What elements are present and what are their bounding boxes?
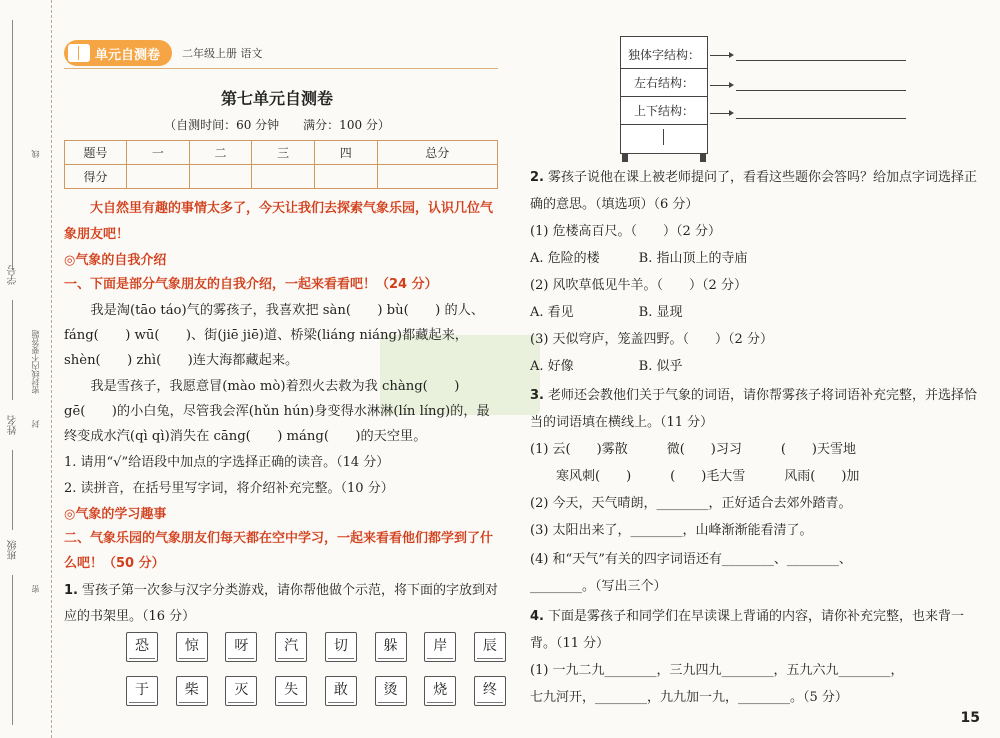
character-card[interactable]: 切: [325, 632, 357, 662]
question-1-2: 2. 读拼音，在括号里写字词，将介绍补充完整。（10 分）: [64, 481, 394, 496]
question-text: 老师还会教他们关于气象的词语，请你帮雾孩子将词语补充完整，并选择恰当的词语填在横线上。（11 分）: [530, 388, 977, 430]
score-table-score-row: [65, 165, 498, 189]
question-2-3-item-1a: (1) 云( )雾散 微( )习习 ( )天雪地: [530, 442, 856, 457]
header-divider: [64, 68, 498, 69]
shelf-leg: [700, 154, 706, 162]
part-two-heading: 二、气象乐园的气象朋友们每天都在空中学习，一起来看看他们都学到了什么吧！（50 分）: [64, 531, 494, 571]
left-page: [56, 0, 498, 738]
character-card[interactable]: 烧: [424, 676, 456, 706]
question-2-2: [530, 164, 980, 218]
character-card[interactable]: 躲: [375, 632, 407, 662]
character-card[interactable]: 失: [275, 676, 307, 706]
question-text: 雾孩子说他在课上被老师提问了，看看这些题你会答吗？给加点字词选择正确的意思。（填选项）（6 分）: [530, 170, 977, 212]
question-2-3-item-1b: 寒风刺( ) ( )毛大雪 风雨( )加: [556, 469, 860, 484]
student-number-label: 学号: [8, 265, 19, 285]
class-label: 班级: [8, 540, 19, 560]
section-heading-intro: ◎气象的自我介绍: [64, 253, 167, 268]
page-title: 第七单元自测卷: [220, 89, 333, 108]
score-entry[interactable]: [314, 165, 377, 189]
answer-line-single[interactable]: [736, 60, 906, 61]
question-2-2-item-1-options: A. 危险的楼 B. 指山顶上的寺庙: [530, 251, 748, 266]
intro-text: 大自然里有趣的事情太多了，今天让我们去探索气象乐园，认识几位气象朋友吧！: [64, 201, 494, 242]
character-card[interactable]: 汽: [275, 632, 307, 662]
question-2-4: [530, 603, 980, 657]
score-table: [64, 140, 498, 189]
shelf-row-left-right: 左右结构：: [621, 69, 707, 97]
seal-mark-line: 线: [31, 150, 40, 158]
question-2-3-item-2: (2) 今天，天气晴朗，________，正好适合去郊外踏青。: [530, 496, 852, 511]
snow-fog-passage-1: 我是淘(tāo táo)气的雾孩子，我喜欢把 sàn( ) bù( ) 的人、fáng( ) wū( )、街(jiē jiē)道、桥梁(liáng niáng)都藏起来，shèn( ) zhì( )连大海都藏起来。: [64, 303, 485, 368]
question-text: 雪孩子第一次参与汉字分类游戏，请你帮他做个示范，将下面的字放到对应的书架里。（16 分）: [64, 583, 498, 624]
character-card[interactable]: 敢: [325, 676, 357, 706]
question-2-3-item-4b: ________。（写出三个）: [530, 579, 667, 594]
snow-fog-passage-2: 我是雪孩子，我愿意冒(mào mò)着烈火去救为我 chàng( ) gē( )的小白兔，尽管我会浑(hǔn hún)身变得水淋淋(lín líng)的，最终变成水汽(qì qì)消失在 cāng( ) máng( )的天空里。: [64, 379, 490, 444]
seal-warning: 密封线内不要答题: [31, 330, 40, 394]
unit-test-badge: [64, 40, 172, 66]
binding-line: [12, 20, 13, 270]
question-number: 4.: [530, 609, 544, 624]
arrow-icon: [710, 55, 730, 56]
page-number: 15: [960, 710, 980, 726]
binding-line: [12, 300, 13, 400]
seal-mark-seal: 封: [31, 420, 40, 428]
part-one-heading: 一、下面是部分气象朋友的自我介绍，一起来看看吧！（24 分）: [64, 277, 438, 292]
character-card[interactable]: 恐: [126, 632, 158, 662]
character-card[interactable]: 惊: [176, 632, 208, 662]
character-cards-row-1: [126, 632, 506, 662]
shelf-row-top-bottom: 上下结构：: [621, 97, 707, 125]
score-cell: 一: [127, 141, 190, 165]
character-card[interactable]: 终: [474, 676, 506, 706]
score-entry[interactable]: [127, 165, 190, 189]
character-card[interactable]: 柴: [176, 676, 208, 706]
exam-timing: （自测时间：60 分钟 满分：100 分）: [164, 118, 390, 132]
character-card[interactable]: 辰: [474, 632, 506, 662]
question-text: 下面是雾孩子和同学们在早读课上背诵的内容，请你补充完整，也来背一背。（11 分）: [530, 609, 964, 651]
score-cell: 得分: [65, 165, 127, 189]
score-cell: 二: [189, 141, 252, 165]
student-name-label: 姓名: [8, 415, 19, 435]
arrow-icon: [710, 85, 730, 86]
shelf-row-single: 独体字结构：: [621, 41, 707, 69]
badge-text: 单元自测卷: [95, 47, 161, 63]
score-entry[interactable]: [189, 165, 252, 189]
score-cell: 四: [314, 141, 377, 165]
question-2-2-item-2: (2) 风吹草低见牛羊。（ ）（2 分）: [530, 278, 747, 293]
question-2-3-item-3: (3) 太阳出来了，________，山峰渐渐能看清了。: [530, 523, 813, 538]
score-entry[interactable]: [377, 165, 497, 189]
shelf-door-divider: [663, 129, 664, 145]
score-cell: 总分: [377, 141, 497, 165]
question-2-2-item-3-options: A. 好像 B. 似乎: [530, 359, 683, 374]
shelf-leg: [622, 154, 628, 162]
binding-line: [12, 575, 13, 725]
answer-line-left-right[interactable]: [736, 90, 906, 91]
question-2-2-item-3: (3) 天似穹庐，笼盖四野。（ ）（2 分）: [530, 332, 773, 347]
character-card[interactable]: 呀: [225, 632, 257, 662]
question-number: 2.: [530, 170, 544, 185]
score-table-header-row: [65, 141, 498, 165]
bookshelf: [620, 36, 708, 154]
header-bar: [64, 40, 263, 66]
character-card[interactable]: 烫: [375, 676, 407, 706]
book-meta: 二年级上册 语文: [182, 47, 263, 60]
character-card[interactable]: 岸: [424, 632, 456, 662]
question-number: 3.: [530, 388, 544, 403]
right-page: [530, 0, 980, 738]
question-2-1: [64, 578, 498, 630]
answer-line-top-bottom[interactable]: [736, 118, 906, 119]
question-number: 1.: [64, 583, 78, 598]
question-2-4-item-1b: 七九河开，________，九九加一九，________。（5 分）: [530, 690, 848, 705]
question-2-4-item-1a: (1) 一九二九________，三九四九________，五九六九________，: [530, 663, 904, 678]
score-cell: 三: [252, 141, 315, 165]
binding-line: [12, 450, 13, 530]
question-2-3: [530, 382, 980, 436]
question-2-2-item-2-options: A. 看见 B. 显现: [530, 305, 683, 320]
score-cell: 题号: [65, 141, 127, 165]
section-heading-learning: ◎气象的学习趣事: [64, 507, 167, 522]
character-card[interactable]: 灭: [225, 676, 257, 706]
binding-margin: [0, 0, 52, 738]
arrow-icon: [710, 113, 730, 114]
score-entry[interactable]: [252, 165, 315, 189]
seal-mark-secret: 密: [31, 585, 40, 593]
character-cards-row-2: [126, 676, 506, 706]
question-1-1: 1. 请用“√”给语段中加点的字选择正确的读音。（14 分）: [64, 455, 390, 470]
question-2-3-item-4a: (4) 和“天气”有关的四字词语还有________、________、: [530, 552, 852, 567]
question-2-2-item-1: (1) 危楼高百尺。（ ）（2 分）: [530, 224, 721, 239]
open-book-icon: [68, 44, 90, 62]
character-card[interactable]: 于: [126, 676, 158, 706]
